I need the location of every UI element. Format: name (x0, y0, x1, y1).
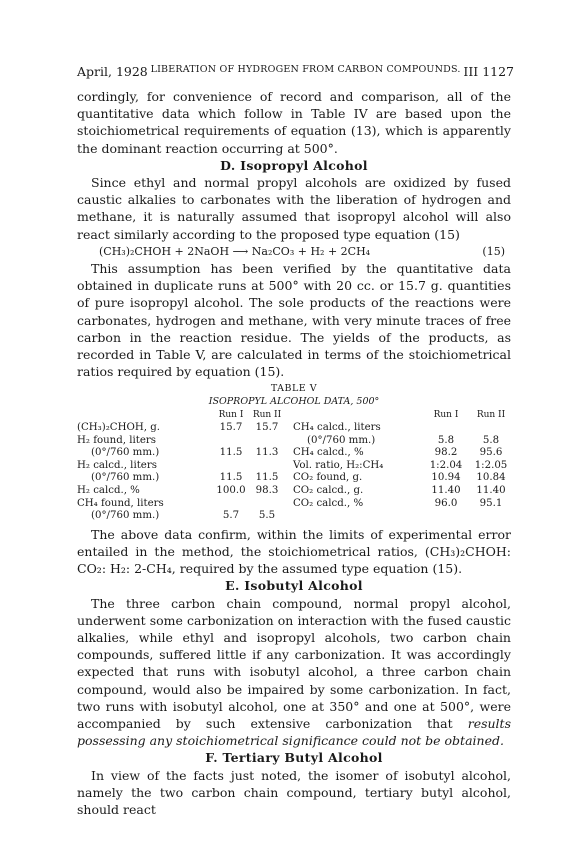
table-header-row (77, 409, 511, 422)
row-label: (CH₃)₂CHOH, g. (77, 422, 160, 434)
row-label: H₂ calcd., % (77, 485, 140, 497)
cell-value: 100.0 (216, 485, 246, 497)
table-row (77, 447, 511, 460)
paragraph-isobutyl (77, 595, 511, 750)
row-label: CO₂ calcd., % (293, 497, 364, 509)
cell-value: 11.5 (219, 447, 243, 459)
cell-value (213, 435, 249, 448)
cell-value: 5.5 (258, 510, 276, 522)
cell-value (249, 460, 285, 473)
cell-value: 11.3 (255, 447, 279, 459)
row-label: H₂ found, liters (77, 434, 156, 446)
paragraph-confirmation: The above data confirm, within the limits of experimental error entailed in the method, the stoichiometrical ratios, (CH₃)₂CHOH: CO₂: H₂: 2-CH₄, required by the assumed type equation (15). (77, 526, 511, 577)
part-number: III (463, 64, 479, 79)
section-heading-isobutyl: E. Isobutyl Alcohol (225, 578, 363, 594)
table-row (77, 460, 511, 473)
row-label: CH₄ calcd., % (293, 447, 364, 459)
row-label: CO₂ calcd., g. (293, 485, 364, 497)
row-label: (0°/760 mm.) (91, 472, 160, 484)
row-label: CO₂ found, g. (293, 472, 363, 484)
cell-value: 95.6 (479, 447, 503, 459)
col-header-run2: Run II (252, 410, 282, 421)
col-header-run2-right: Run II (476, 410, 506, 421)
cell-value: 5.8 (437, 434, 455, 446)
row-label: CH₄ calcd., liters (293, 422, 381, 434)
cell-value: 1:2.04 (429, 459, 463, 471)
cell-value: 11.40 (431, 485, 461, 497)
col-header-run1-right: Run I (433, 410, 459, 421)
cell-value: 10.94 (431, 472, 461, 484)
row-label (293, 510, 421, 523)
row-label: H₂ calcd., liters (77, 459, 157, 471)
article-body (77, 88, 511, 818)
cell-value: 96.0 (434, 497, 458, 509)
table-title: TABLE V (270, 383, 318, 395)
paragraph-isobutyl-text: The three carbon chain compound, normal propyl alcohol, underwent some carbonization on interaction with the fused caustic alkalies, while ethyl and isopropyl alcohols, two carbon chain compounds, suffered little if any carbonization. It was accordingly expected that runs with isobutyl alcohol, a three carbon chain compound, would also be impaired by some carbonization. In fact, two runs with isobutyl alcohol, one at 350° and one at 500°, were accompanied by such extensive carbonization that (77, 595, 511, 732)
cell-value: 98.3 (255, 485, 279, 497)
table-row (77, 510, 511, 523)
table-row (77, 472, 511, 485)
paragraph-tertiary-butyl: In view of the facts just noted, the isomer of isobutyl alcohol, namely the two carbon chain compound, tertiary butyl alcohol, should react (77, 767, 511, 818)
equation-body: (CH₃)₂CHOH + 2NaOH ⟶ Na₂CO₃ + H₂ + 2CH₄ (99, 244, 371, 258)
header-page-ref (463, 64, 514, 79)
italic-result-text: results possessing any stoichiometrical significance could not be obtained. (77, 716, 511, 749)
paragraph-continued: cordingly, for convenience of record and comparison, all of the quantitative data which follow in Table IV are based upon the stoichiometrical requirements of equation (13), which is apparently the dominant reaction occurring at 500°. (77, 89, 511, 156)
cell-value (249, 435, 285, 448)
paragraph-isopropyl-results: This assumption has been verified by the quantitative data obtained in duplicate runs at 500° with 20 cc. or 15.7 g. quantities of pure isopropyl alcohol. The sole products of the reactions were carbonates, hydrogen and methane, with very minute traces of free carbon in the reaction residue. The yields of the products, as recorded in Table V, are calculated in terms of the stoichiometrical ratios required by equation (15). (77, 261, 511, 380)
cell-value: 11.5 (219, 472, 243, 484)
data-table (77, 409, 511, 522)
cell-value (421, 510, 471, 523)
row-label: (0°/760 mm.) (307, 434, 376, 446)
row-label: CH₄ found, liters (77, 497, 164, 509)
cell-value (471, 510, 511, 523)
cell-value: 15.7 (219, 422, 243, 434)
section-heading-isopropyl: D. Isopropyl Alcohol (220, 157, 368, 173)
cell-value: 1:2.05 (474, 459, 508, 471)
equation-number: (15) (482, 244, 505, 258)
row-label: (0°/760 mm.) (91, 447, 160, 459)
cell-value: 5.8 (482, 434, 500, 446)
running-title: LIBERATION OF HYDROGEN FROM CARBON COMPOUNDS. (150, 64, 461, 75)
chemical-equation (77, 243, 511, 260)
cell-value: 15.7 (255, 422, 279, 434)
table-row (77, 485, 511, 498)
col-header-run1: Run I (218, 410, 244, 421)
cell-value (213, 460, 249, 473)
row-label: Vol. ratio, H₂:CH₄ (293, 459, 384, 471)
cell-value (249, 498, 285, 511)
cell-value (213, 498, 249, 511)
cell-value: 11.40 (476, 485, 506, 497)
cell-value (421, 422, 471, 435)
cell-value: 11.5 (255, 472, 279, 484)
table-row (77, 422, 511, 435)
cell-value (471, 422, 511, 435)
paragraph-isopropyl-intro: Since ethyl and normal propyl alcohols are oxidized by fused caustic alkalies to carbonates with the liberation of hydrogen and methane, it is naturally assumed that isopropyl alcohol will also react similarly according to the proposed type equation (15) (77, 175, 511, 242)
table-row (77, 435, 511, 448)
cell-value: 10.84 (476, 472, 506, 484)
page-number: 1127 (482, 64, 514, 79)
cell-value: 98.2 (434, 447, 458, 459)
running-header (77, 64, 514, 79)
section-heading-tertiary-butyl: F. Tertiary Butyl Alcohol (205, 750, 383, 766)
header-date: April, 1928 (77, 64, 148, 79)
table-caption: ISOPROPYL ALCOHOL DATA, 500° (208, 396, 380, 408)
cell-value: 5.7 (222, 510, 240, 522)
table-row (77, 498, 511, 511)
cell-value: 95.1 (479, 497, 503, 509)
row-label: (0°/760 mm.) (91, 510, 160, 522)
